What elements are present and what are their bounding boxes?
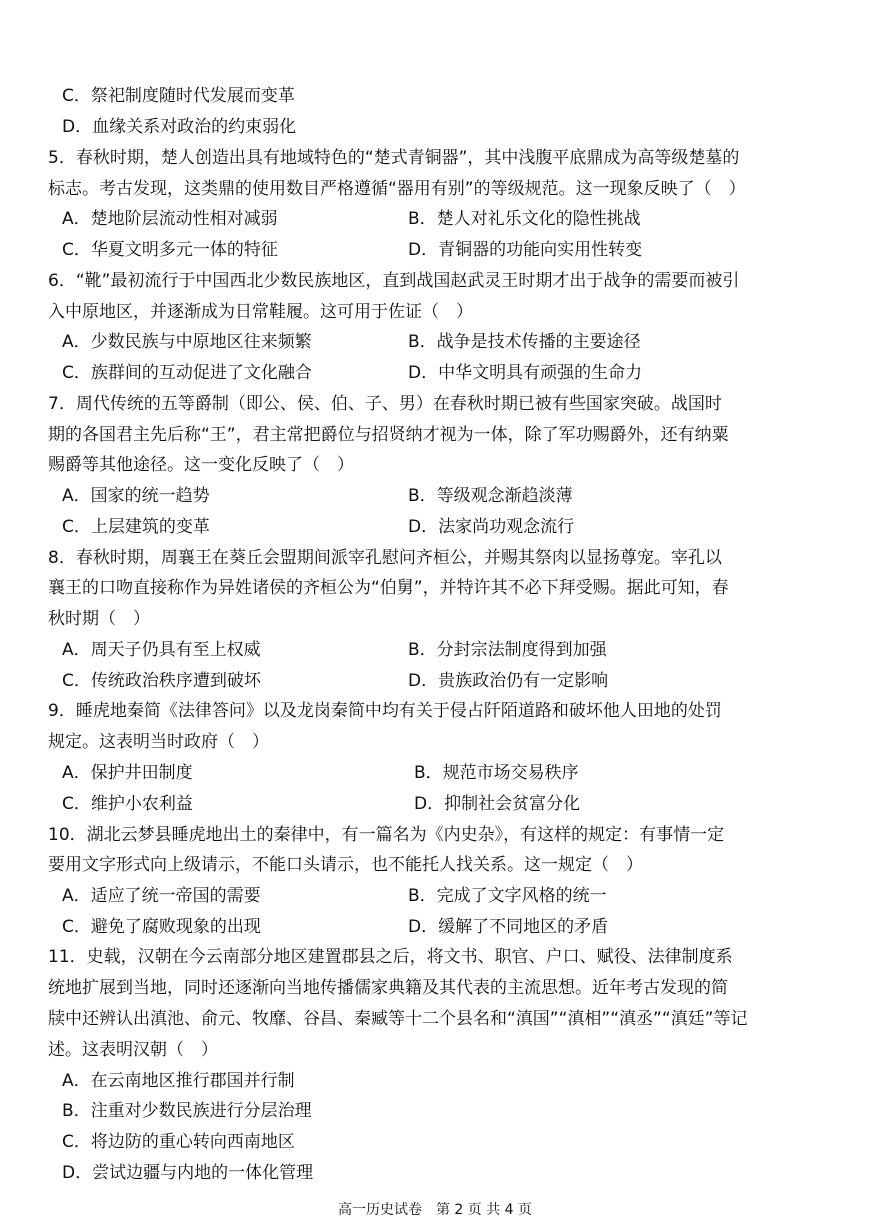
question-stem-line: 6．“靴”最初流行于中国西北少数民族地区，直到战国赵武灵王时期才出于战争的需要而被引	[48, 271, 740, 291]
option-d: D．青铜器的功能向实用性转变	[408, 240, 643, 260]
option-c: C．将边防的重心转向西南地区	[62, 1132, 295, 1152]
question-stem-line: 统地扩展到当地，同时还逐渐向当地传播儒家典籍及其代表的主流思想。近年考古发现的简	[48, 978, 728, 998]
question-stem-line: 11．史载，汉朝在今云南部分地区建置郡县之后，将文书、职官、户口、赋役、法律制度系	[48, 947, 733, 967]
question-stem-line: 襄王的口吻直接称作为异姓诸侯的齐桓公为“伯舅”，并特许其不必下拜受赐。据此可知，春	[48, 578, 729, 598]
question-stem-line: 期的各国君主先后称“王”，君主常把爵位与招贤纳才视为一体，除了军功赐爵外，还有纳粟	[48, 425, 729, 445]
question-stem-line: 述。这表明汉朝（ ）	[48, 1040, 218, 1060]
option-c-prev: C．祭祀制度随时代发展而变革	[62, 86, 295, 106]
option-c: C．族群间的互动促进了文化融合	[62, 363, 312, 383]
question-stem-line: 秋时期（ ）	[48, 609, 150, 629]
question-stem-line: 赐爵等其他途径。这一变化反映了（ ）	[48, 455, 354, 475]
option-d: D．尝试边疆与内地的一体化管理	[62, 1163, 314, 1183]
question-stem-line: 5．春秋时期，楚人创造出具有地域特色的“楚式青铜器”，其中浅腹平底鼎成为高等级楚墓的	[48, 148, 740, 168]
option-a: A．周天子仍具有至上权威	[62, 640, 261, 660]
page-footer: 高一历史试卷 第 2 页 共 4 页	[337, 1202, 533, 1218]
question-stem-line: 7．周代传统的五等爵制（即公、侯、伯、子、男）在春秋时期已被有些国家突破。战国时	[48, 394, 722, 414]
option-d: D．法家尚功观念流行	[408, 517, 575, 537]
option-b: B．分封宗法制度得到加强	[408, 640, 607, 660]
option-d: D．贵族政治仍有一定影响	[408, 671, 609, 691]
option-d: D．抑制社会贫富分化	[414, 794, 581, 814]
option-a: A．楚地阶层流动性相对减弱	[62, 209, 278, 229]
option-d-prev: D．血缘关系对政治的约束弱化	[62, 117, 297, 137]
option-a: A．国家的统一趋势	[62, 486, 210, 506]
option-a: A．适应了统一帝国的需要	[62, 886, 261, 906]
question-stem-line: 规定。这表明当时政府（ ）	[48, 732, 269, 752]
option-c: C．上层建筑的变革	[62, 517, 210, 537]
question-stem-line: 9．睡虎地秦简《法律答问》以及龙岗秦简中均有关于侵占阡陌道路和破坏他人田地的处罚	[48, 701, 722, 721]
question-stem-line: 10．湖北云梦县睡虎地出土的秦律中，有一篇名为《内史杂》，有这样的规定：有事情一定	[48, 825, 725, 845]
option-b: B．注重对少数民族进行分层治理	[62, 1101, 312, 1121]
question-stem-line: 牍中还辨认出滇池、俞元、牧靡、谷昌、秦臧等十二个县名和“滇国”“滇相”“滇丞”“滇廷”等记	[48, 1009, 748, 1029]
option-b: B．楚人对礼乐文化的隐性挑战	[408, 209, 641, 229]
question-stem-line: 8．春秋时期，周襄王在葵丘会盟期间派宰孔慰问齐桓公，并赐其祭肉以显扬尊宠。宰孔以	[48, 548, 722, 568]
option-b: B．等级观念渐趋淡薄	[408, 486, 573, 506]
option-c: C．华夏文明多元一体的特征	[62, 240, 278, 260]
option-a: A．保护井田制度	[62, 763, 193, 783]
option-c: C．维护小农利益	[62, 794, 193, 814]
question-stem-line: 标志。考古发现，这类鼎的使用数目严格遵循“器用有别”的等级规范。这一现象反映了（ ）	[48, 179, 746, 199]
question-stem-line: 要用文字形式向上级请示，不能口头请示，也不能托人找关系。这一规定（ ）	[48, 855, 643, 875]
option-a: A．在云南地区推行郡国并行制	[62, 1071, 295, 1091]
option-d: D．中华文明具有顽强的生命力	[408, 363, 643, 383]
option-b: B．规范市场交易秩序	[414, 763, 579, 783]
question-stem-line: 入中原地区，并逐渐成为日常鞋履。这可用于佐证（ ）	[48, 302, 473, 322]
option-c: C．避免了腐败现象的出现	[62, 917, 261, 937]
option-b: B．战争是技术传播的主要途径	[408, 332, 641, 352]
option-a: A．少数民族与中原地区往来频繁	[62, 332, 312, 352]
option-b: B．完成了文字风格的统一	[408, 886, 607, 906]
option-d: D．缓解了不同地区的矛盾	[408, 917, 609, 937]
option-c: C．传统政治秩序遭到破坏	[62, 671, 261, 691]
